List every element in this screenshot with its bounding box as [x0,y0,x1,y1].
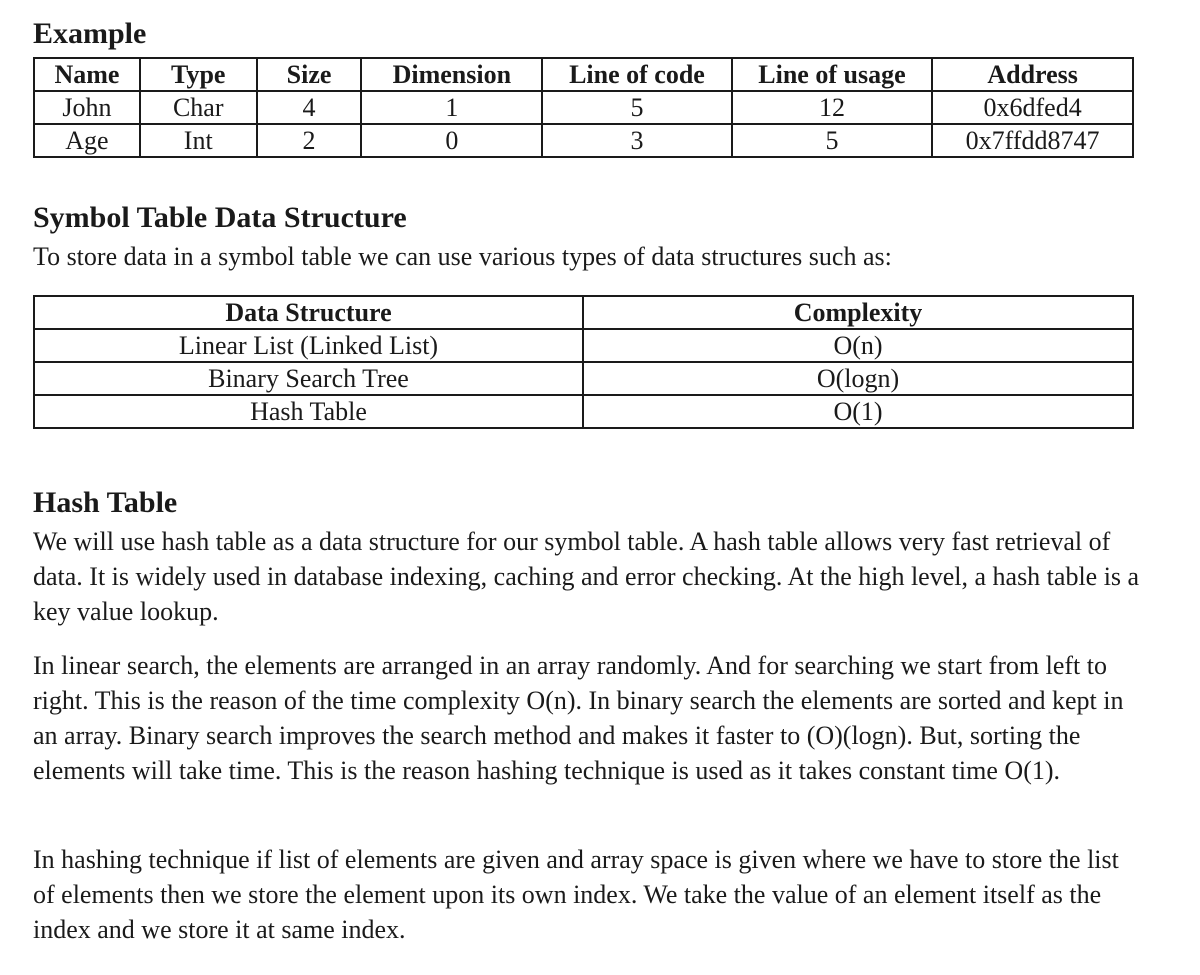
table-row [34,395,1133,428]
hash-table-heading: Hash Table [33,486,178,519]
symbol-table-heading: Symbol Table Data Structure [33,201,407,234]
hash-table-paragraph-2: In linear search, the elements are arranged in an array randomly. And for searching we start from left to right. This is the reason of the time complexity O(n). In binary search the elements are sorted and kept in an array. Binary search improves the search method and makes it faster to (O)(logn). But, sorting the elements will take time. This is the reason hashing technique is used as it takes constant time O(1). [33,651,1124,785]
table-cell: Hash Table [34,395,583,428]
column-header-size: Size [257,58,362,91]
table-cell: O(n) [583,329,1133,362]
example-table [33,57,1134,158]
table-cell: 0x6dfed4 [932,91,1133,124]
column-header-line-of-code: Line of code [542,58,732,91]
column-header-dimension: Dimension [361,58,542,91]
table-row [34,362,1133,395]
column-header-complexity: Complexity [583,296,1133,329]
example-heading: Example [33,17,147,50]
table-row [34,124,1133,157]
column-header-line-of-usage: Line of usage [732,58,933,91]
table-cell: 5 [732,124,933,157]
table-cell: 3 [542,124,732,157]
table-cell: O(1) [583,395,1133,428]
table-header-row [34,58,1133,91]
table-cell: Linear List (Linked List) [34,329,583,362]
table-row [34,329,1133,362]
table-header-row [34,296,1133,329]
table-row [34,91,1133,124]
table-cell: Int [140,124,257,157]
table-cell: Char [140,91,257,124]
table-cell: John [34,91,140,124]
table-cell: Binary Search Tree [34,362,583,395]
table-cell: 5 [542,91,732,124]
hash-table-paragraph-3: In hashing technique if list of elements are given and array space is given where we have to store the list of elements then we store the element upon its own index. We take the value of an element itself as the index and we store it at same index. [33,845,1119,944]
symbol-table-intro: To store data in a symbol table we can use various types of data structures such as: [33,242,892,271]
table-cell: 12 [732,91,933,124]
table-cell: 1 [361,91,542,124]
table-cell: 0x7ffdd8747 [932,124,1133,157]
column-header-type: Type [140,58,257,91]
table-cell: 2 [257,124,362,157]
column-header-address: Address [932,58,1133,91]
column-header-name: Name [34,58,140,91]
table-cell: 0 [361,124,542,157]
hash-table-paragraph-1: We will use hash table as a data structure for our symbol table. A hash table allows very fast retrieval of data. It is widely used in database indexing, caching and error checking. At the high level, a hash table is a key value lookup. [33,527,1140,626]
table-cell: O(logn) [583,362,1133,395]
table-cell: Age [34,124,140,157]
data-structure-table [33,295,1134,429]
table-cell: 4 [257,91,362,124]
column-header-data-structure: Data Structure [34,296,583,329]
